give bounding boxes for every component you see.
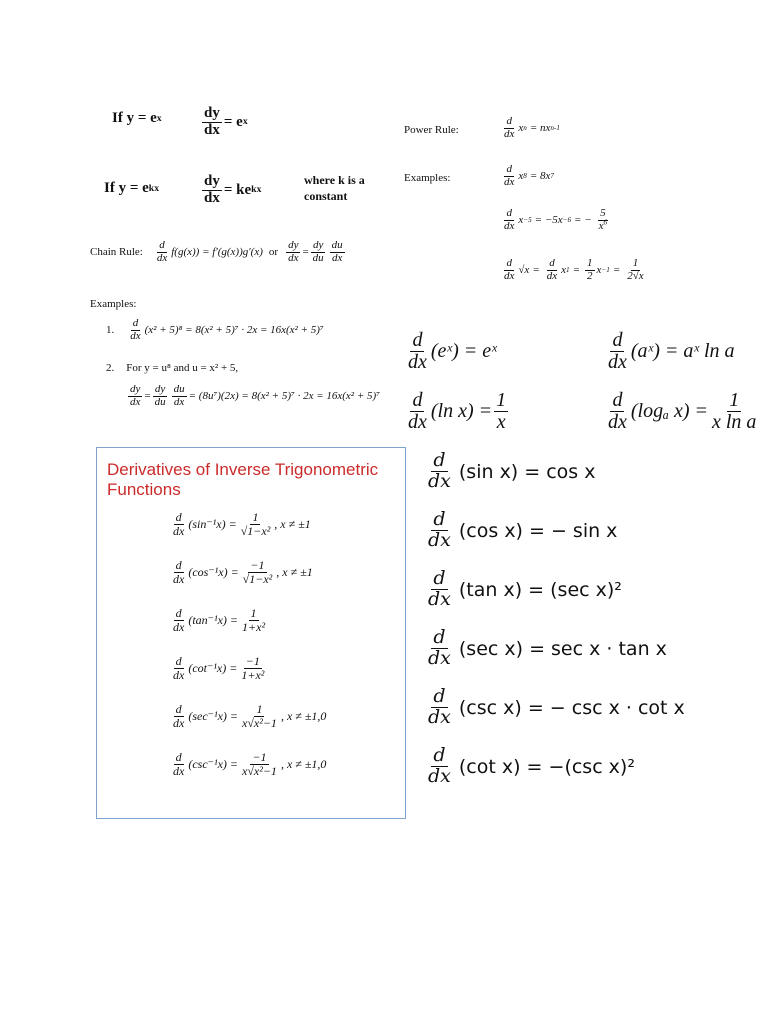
dx-den: dx [608,351,627,373]
dx-den: dx [173,395,185,408]
trig-derivative-item [424,678,685,737]
inverse-trig-item [169,500,326,548]
deriv-ax [604,330,735,373]
inverse-trig-cond: , x ≠ ±1 [276,564,313,579]
ex3-frac-den: 2 [587,269,593,282]
inverse-trig-num: 1 [252,509,259,524]
inverse-trig-den: x√x²−1 [242,763,277,778]
d-dx: $\frac{d}{dx}$ [173,653,185,682]
inverse-trig-num: −1 [250,557,265,572]
ex2-frac-num: 5 [600,207,606,219]
trig-derivative-expr: (cos x) = − sin x [458,519,618,542]
d-num: d [412,329,423,351]
inverse-trig-fraction [239,511,273,537]
chain-example-2-result: $\frac{dy}{dx}$ = $\frac{dy}{du}$ $\frac{du}{dx}$ = (8u⁷)(2x) = 8(x² + 5)⁷ · 2x = 16x(x² + 5)⁷ [130,383,381,408]
exp-rule-2-eq: = ke [223,181,252,198]
ln-num: 1 [496,389,507,411]
power-rhs: = nx [529,122,551,135]
power-examples-label: Examples: [404,172,451,184]
ex1-rhs: = 8x [529,170,551,183]
ex2-frac-den: x [598,219,604,232]
exp-rule-1-eq: = e [223,113,243,130]
d-num: d [612,329,623,351]
trig-derivative-expr: (cot x) = −(csc x)² [458,755,635,778]
du-num: du [331,239,343,251]
exp-rule-2-text: If y = e [104,180,149,196]
dx-den: dx [331,251,343,264]
inverse-trig-fn: (sin⁻¹x) = [188,516,237,531]
deriv-exp [404,330,497,373]
dx-den: dx [504,269,515,282]
d-num: d [506,257,512,269]
inverse-trig-fn: (cot⁻¹x) = [188,660,238,675]
d-num: d [132,317,139,329]
d-dx: $\frac{d}{dx}$ [428,744,451,787]
ln-den: x [496,411,506,433]
note-line-2: constant [304,188,348,203]
log-a-den: x ln a [712,411,757,433]
exp-rule-2-left: If y = e kx [104,180,160,196]
dx-den: dx [130,329,141,342]
deriv-log-a [604,390,760,433]
chain-rule-expr: f(g(x)) = f′(g(x))g′(x) [171,246,263,259]
dy-num: dy [154,383,166,395]
inverse-trig-fraction [241,559,275,585]
d-dx: $\frac{d}{dx}$ [428,449,451,492]
exp-rule-1-left: If y = e x [112,110,162,126]
d-num: d [506,163,512,175]
deriv-exp-expr: (eˣ) = eˣ [430,340,497,362]
du-num: du [173,383,185,395]
deriv-ln-expr: (ln x) = [430,400,493,422]
chain-rule-or: or [268,246,279,259]
inverse-trig-fraction [240,751,279,777]
d-num: d [412,389,423,411]
trig-derivative-item [424,501,685,560]
inverse-trig-fraction [240,703,279,729]
dx-den: dx [504,127,515,140]
note-line-1: where k is a [304,173,365,187]
deriv-ax-expr: (aˣ) = aˣ ln a [630,340,735,362]
example-2-text: For y = u⁸ and u = x² + 5, [126,362,239,374]
inverse-trig-den: 1+x² [242,619,266,634]
inverse-trig-fn: (sec⁻¹x) = [188,708,238,723]
chain-example-2 [106,362,238,374]
dx-den: dx [546,269,558,282]
inverse-trig-fn: (csc⁻¹x) = [188,756,238,771]
power-rule-formula: $\frac{d}{dx}$ x n = nx n-1 [504,115,560,140]
ex3-rhs-den: 2√x [627,269,644,282]
d-dx: $\frac{d}{dx}$ [428,685,451,728]
inverse-trig-fn: (cos⁻¹x) = [188,564,239,579]
inverse-trig-item [169,548,326,596]
dx-den: dx [408,411,427,433]
dx-den: dx [156,251,168,264]
deriv-log-a-expr: (logₐ x) = [630,400,708,422]
exp-rule-2-right: $\frac{dy}{dx}$ = ke kx [204,173,262,206]
dx-den: dx [504,219,515,232]
deriv-ln [404,390,510,433]
d-num: d [159,239,165,251]
inverse-trig-num: −1 [252,749,267,764]
inverse-trig-cond: , x ≠ ±1,0 [280,708,327,723]
ex3-rhs-num: 1 [632,257,639,269]
dy-num: dy [204,173,220,189]
example-2-expr: = (8u⁷)(2x) = 8(x² + 5)⁷ · 2x = 16x(x² + 5)⁷ [188,390,381,403]
inverse-trig-den: √1−x² [240,523,271,538]
inverse-trig-cond: , x ≠ ±1,0 [280,756,327,771]
dx-den: dx [608,411,627,433]
dx-den: dx [408,351,427,373]
trig-derivative-item [424,737,685,796]
dy-num: dy [204,105,220,121]
chain-example-1 [106,318,324,342]
power-example-2: $\frac{d}{dx}$ x −5 = −5x −6 = − $\frac{5}{x^6}$ [504,207,608,232]
inverse-trig-den: x√x²−1 [242,715,277,730]
inverse-trig-num: 1 [256,701,263,716]
inverse-trig-panel [96,447,406,819]
d-dx: $\frac{d}{dx}$ [428,626,451,669]
power-rule-label: Power Rule: [404,124,459,136]
dy-num: dy [288,239,299,251]
d-dx: $\frac{d}{dx}$ [173,557,185,586]
d-num: d [506,207,512,219]
chain-rule-label: Chain Rule: [90,246,143,259]
inverse-trig-item [169,596,326,644]
inverse-trig-num: −1 [245,653,260,668]
dy-num: dy [130,383,141,395]
d-num: d [612,389,623,411]
log-a-num: 1 [729,389,740,411]
ex2-rhs: = −5x [534,214,563,227]
dx-den: dx [504,175,515,188]
inverse-trig-item [169,644,326,692]
inverse-trig-num: 1 [250,605,257,620]
trig-derivative-item [424,619,685,678]
dx-den: dx [204,189,220,206]
exp-rule-2-note [304,173,365,204]
d-num: d [506,115,512,127]
inverse-trig-list [169,500,326,788]
du-den: du [312,251,324,264]
trig-derivative-expr: (tan x) = (sec x)² [458,578,622,601]
d-dx: $\frac{d}{dx}$ [173,509,185,538]
example-number: 1. [106,324,115,337]
trig-derivative-expr: (sin x) = cos x [458,460,596,483]
inverse-trig-cond: , x ≠ ±1 [274,516,311,531]
example-1-expr: (x² + 5)⁸ = 8(x² + 5)⁷ · 2x = 16x(x² + 5)⁷ [144,324,324,337]
dy-num: dy [312,239,324,251]
chain-examples-label: Examples: [90,298,137,310]
d-dx: $\frac{d}{dx}$ [428,508,451,551]
inverse-trig-den: √1−x² [242,571,273,586]
dx-den: dx [204,121,220,138]
trig-derivative-expr: (csc x) = − csc x · cot x [458,696,685,719]
trig-derivative-list [424,442,685,796]
d-num: d [549,257,555,269]
power-example-1: $\frac{d}{dx}$ x 8 = 8x 7 [504,163,554,188]
chain-rule: Chain Rule: $\frac{d}{dx}$ f(g(x)) = f′(g(x))g′(x) or $\frac{dy}{dx}$ = $\frac{dy}{du}$ $\frac{du}{dx}$ [90,239,343,264]
d-dx: $\frac{d}{dx}$ [428,567,451,610]
ex2-frac-den-sup: 6 [603,217,608,226]
trig-derivative-item [424,560,685,619]
example-number: 2. [106,362,115,374]
d-dx: $\frac{d}{dx}$ [173,605,185,634]
dx-den: dx [130,395,141,408]
exp-rule-1-text: If y = e [112,110,157,126]
inverse-trig-fn: (tan⁻¹x) = [188,612,239,627]
exp-rule-1-right: $\frac{dy}{dx}$ = e x [204,105,248,138]
ex3-frac-num: 1 [587,257,593,269]
power-example-3: $\frac{d}{dx}$ √x = $\frac{d}{dx}$ x 1 = $\frac{1}{2}$ x −1 = $\frac{1}{2√x}$ [504,257,644,282]
inverse-trig-title: Derivatives of Inverse Trigonometric Functions [107,460,379,499]
inverse-trig-item [169,740,326,788]
inverse-trig-fraction [240,607,267,633]
dx-den: dx [288,251,299,264]
trig-derivative-item [424,442,685,501]
d-dx: $\frac{d}{dx}$ [173,749,185,778]
inverse-trig-item [169,692,326,740]
du-den: du [154,395,166,408]
d-dx: $\frac{d}{dx}$ [173,701,185,730]
inverse-trig-den: 1+x² [241,667,265,682]
trig-derivative-expr: (sec x) = sec x · tan x [458,637,667,660]
inverse-trig-fraction [239,655,266,681]
